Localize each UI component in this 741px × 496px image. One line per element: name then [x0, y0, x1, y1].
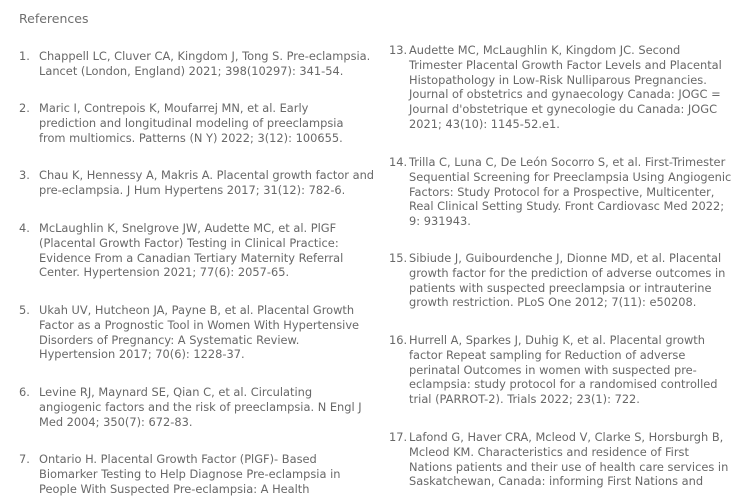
reference-item	[19, 168, 375, 198]
reference-item	[19, 385, 364, 429]
reference-text-line: from multiomics. Patterns (N Y) 2022; 3(12): 100655.	[39, 130, 343, 145]
reference-text-line: Evidence From a Canadian Tertiary Maternity Referral	[39, 250, 344, 265]
reference-text-line: Journal d'obstetrique et gynecologie du Canada: JOGC	[409, 102, 718, 117]
reference-text-line: Nations patients and their use of health care services in	[409, 459, 729, 474]
reference-number: 15.	[389, 251, 408, 265]
reference-text-line: McLaughlin K, Snelgrove JW, Audette MC, et al. PlGF	[39, 221, 337, 235]
reference-text-line: pre-eclampsia. J Hum Hypertens 2017; 31(12): 782-6.	[39, 182, 346, 197]
reference-item	[389, 251, 734, 310]
reference-text-line: patients with suspected preeclampsia or intrauterine	[409, 280, 712, 295]
reference-text-line: factor Repeat sampling for Reduction of adverse	[409, 347, 686, 362]
reference-item	[19, 303, 364, 362]
reference-text-line: Trilla C, Luna C, De León Socorro S, et al. First-Trimester	[409, 155, 726, 169]
reference-number: 5.	[19, 303, 30, 317]
reference-text-line: People With Suspected Pre-eclampsia: A Health	[39, 481, 310, 496]
reference-text-line: Ukah UV, Hutcheon JA, Payne B, et al. Placental Growth	[39, 303, 355, 317]
reference-text-line: Chappell LC, Cluver CA, Kingdom J, Tong S. Pre-eclampsia.	[39, 49, 371, 63]
reference-item	[19, 221, 364, 280]
reference-text-line: 2021; 43(10): 1145-52.e1.	[409, 117, 560, 131]
reference-text-line: perinatal Outcomes in women with suspected pre-	[409, 362, 697, 377]
reference-text-line: growth restriction. PLoS One 2012; 7(11): e50208.	[409, 295, 697, 310]
reference-number: 16.	[389, 333, 408, 347]
reference-text-line: Sibiude J, Guibourdenche J, Dionne MD, et al. Placental	[409, 251, 722, 265]
reference-text-line: Center. Hypertension 2021; 77(6): 2057-65.	[39, 265, 290, 280]
reference-number: 13.	[389, 43, 408, 57]
reference-number: 4.	[19, 221, 30, 235]
reference-text-line: Med 2004; 350(7): 672-83.	[39, 414, 193, 429]
reference-text-line: Disorders of Pregnancy: A Systematic Review.	[39, 332, 300, 347]
reference-text-line: trial (PARROT-2). Trials 2022; 23(1): 722.	[409, 392, 640, 407]
reference-text-line: Factors: Study Protocol for a Prospective, Multicenter,	[409, 184, 715, 199]
reference-text-line: Real Clinical Setting Study. Front Cardiovasc Med 2022;	[409, 199, 725, 214]
reference-item	[19, 101, 364, 145]
reference-number: 6.	[19, 385, 30, 399]
reference-text-line: Hypertension 2017; 70(6): 1228-37.	[39, 347, 245, 362]
reference-text-line: Mcleod KM. Characteristics and residence of First	[409, 444, 689, 459]
reference-text-line: Lafond G, Haver CRA, Mcleod V, Clarke S, Horsburgh B,	[409, 430, 724, 444]
reference-text-line: Levine RJ, Maynard SE, Qian C, et al. Circulating	[39, 385, 313, 399]
reference-text-line: prediction and longitudinal modeling of preeclampsia	[39, 115, 344, 130]
reference-number: 14.	[389, 155, 408, 169]
references-heading: References	[19, 11, 89, 26]
reference-item	[19, 49, 371, 79]
reference-text-line: Biomarker Testing to Help Diagnose Pre-eclampsia in	[39, 466, 341, 481]
reference-number: 3.	[19, 168, 30, 182]
reference-text-line: Chau K, Hennessy A, Makris A. Placental growth factor and	[39, 168, 375, 182]
reference-item	[389, 333, 734, 407]
reference-text-line: angiogenic factors and the risk of preeclampsia. N Engl J	[39, 399, 362, 414]
reference-number: 2.	[19, 101, 30, 115]
reference-text-line: Ontario H. Placental Growth Factor (PlGF)- Based	[39, 452, 317, 466]
reference-text-line: Sequential Screening for Preeclampsia Using Angiogenic	[409, 169, 732, 184]
reference-text-line: Audette MC, McLaughlin K, Kingdom JC. Second	[409, 43, 681, 57]
reference-text-line: 9: 931943.	[409, 214, 471, 229]
reference-number: 7.	[19, 452, 30, 466]
reference-text-line: Hurrell A, Sparkes J, Duhig K, et al. Placental growth	[409, 333, 705, 347]
reference-item	[389, 43, 734, 132]
reference-text-line: (Placental Growth Factor) Testing in Clinical Practice:	[39, 235, 339, 250]
reference-number: 17.	[389, 430, 408, 444]
reference-text-line: Maric I, Contrepois K, Moufarrej MN, et al. Early	[39, 101, 309, 115]
reference-text-line: Journal of obstetrics and gynaecology Canada: JOGC =	[409, 87, 721, 102]
reference-text-line: Saskatchewan, Canada: informing First Nations and	[409, 474, 704, 489]
reference-number: 1.	[19, 49, 30, 63]
reference-text-line: Lancet (London, England) 2021; 398(10297): 341-54.	[39, 63, 344, 78]
reference-item	[389, 430, 734, 489]
reference-text-line: eclampsia: study protocol for a randomised controlled	[409, 377, 718, 392]
reference-text-line: growth factor for the prediction of adverse outcomes in	[409, 265, 726, 280]
reference-text-line: Factor as a Prognostic Tool in Women With Hypertensive	[39, 317, 360, 332]
reference-item	[389, 155, 734, 229]
reference-text-line: Histopathology in Low-Risk Nulliparous Pregnancies.	[409, 72, 707, 87]
reference-text-line: Trimester Placental Growth Factor Levels and Placental	[409, 57, 722, 72]
reference-item	[19, 452, 364, 496]
